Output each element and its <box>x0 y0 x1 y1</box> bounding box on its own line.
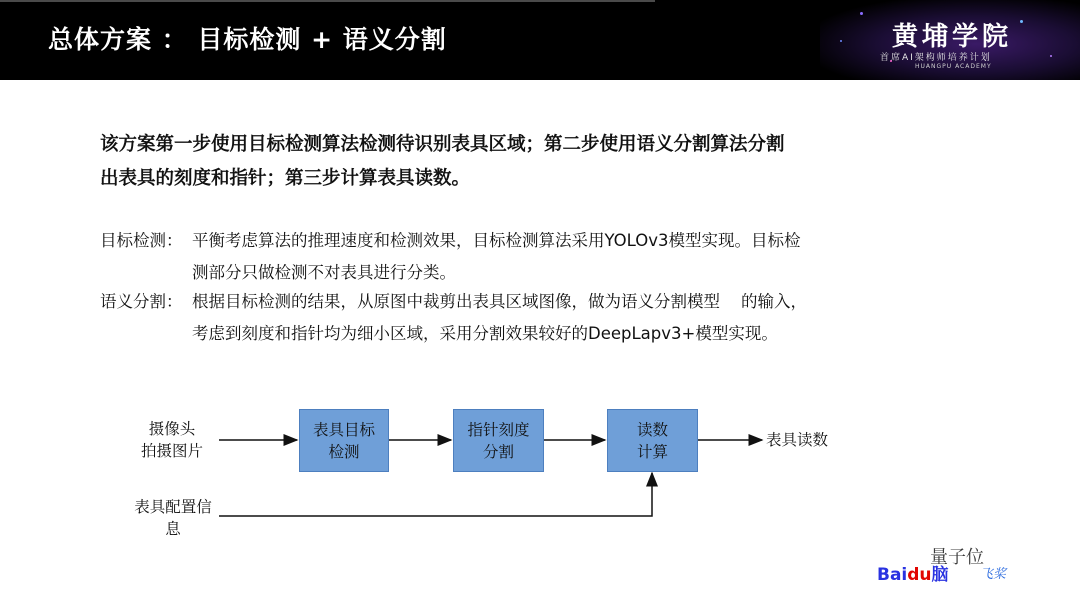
flow-input-camera-line-2: 拍摄图片 <box>140 442 203 460</box>
flow-box-reading-calc-line-2: 计算 <box>636 442 668 461</box>
flow-input-camera <box>132 418 212 462</box>
flow-input-config <box>126 496 220 540</box>
arrow-config-to-calc <box>219 473 652 516</box>
baidu-brain-logo <box>877 560 949 585</box>
flow-box-segmentation-line-1: 指针刻度 <box>467 420 530 439</box>
flow-input-config-line-1: 表具配置信 <box>134 498 212 516</box>
flow-box-detection <box>299 409 389 472</box>
flow-box-detection-line-1: 表具目标 <box>312 420 375 439</box>
flow-box-reading-calc-line-1: 读数 <box>636 420 668 439</box>
detail-label: 语义分割： <box>100 292 183 311</box>
academy-logo-text: 黄埔学院 <box>892 22 1013 52</box>
baidu-logo-part-3: 脑 <box>931 565 949 585</box>
flow-box-reading-calc <box>607 409 698 472</box>
academy-logo-english: HUANGPU ACADEMY <box>915 63 992 70</box>
academy-logo-subtitle: 首席AI架构师培养计划 <box>880 53 992 63</box>
detail-text-line-1: 平衡考虑算法的推理速度和检测效果，目标检测算法采用YOLOv3模型实现。目标检 <box>192 231 801 250</box>
flow-box-segmentation <box>453 409 544 472</box>
detail-label: 目标检测： <box>100 231 183 250</box>
paddle-logo: 飞桨 <box>980 567 1007 582</box>
baidu-logo-part-2: du <box>907 565 932 585</box>
flow-box-segmentation-line-2: 分割 <box>482 442 514 461</box>
slide-title: 总体方案 ： 目标检测 + 语义分割 <box>48 25 447 54</box>
detail-text-line-1: 根据目标检测的结果，从原图中裁剪出表具区域图像，做为语义分割模型 的输入， <box>192 292 807 311</box>
intro-line-1: 该方案第一步使用目标检测算法检测待识别表具区域；第二步使用语义分割算法分割 <box>100 134 785 155</box>
detail-text-line-2: 测部分只做检测不对表具进行分类。 <box>192 263 456 282</box>
baidu-logo-part-1: Bai <box>877 565 908 585</box>
watermark-text: 量子位 <box>930 547 984 568</box>
flow-output-label: 表具读数 <box>766 431 829 449</box>
flow-input-camera-line-1: 摄像头 <box>148 420 196 438</box>
flow-box-detection-line-2: 检测 <box>328 442 360 461</box>
detail-text-line-2: 考虑到刻度和指针均为细小区域，采用分割效果较好的DeepLapv3+模型实现。 <box>192 324 778 343</box>
flow-input-config-line-2: 息 <box>165 520 181 538</box>
intro-line-2: 出表具的刻度和指针；第三步计算表具读数。 <box>100 168 471 189</box>
